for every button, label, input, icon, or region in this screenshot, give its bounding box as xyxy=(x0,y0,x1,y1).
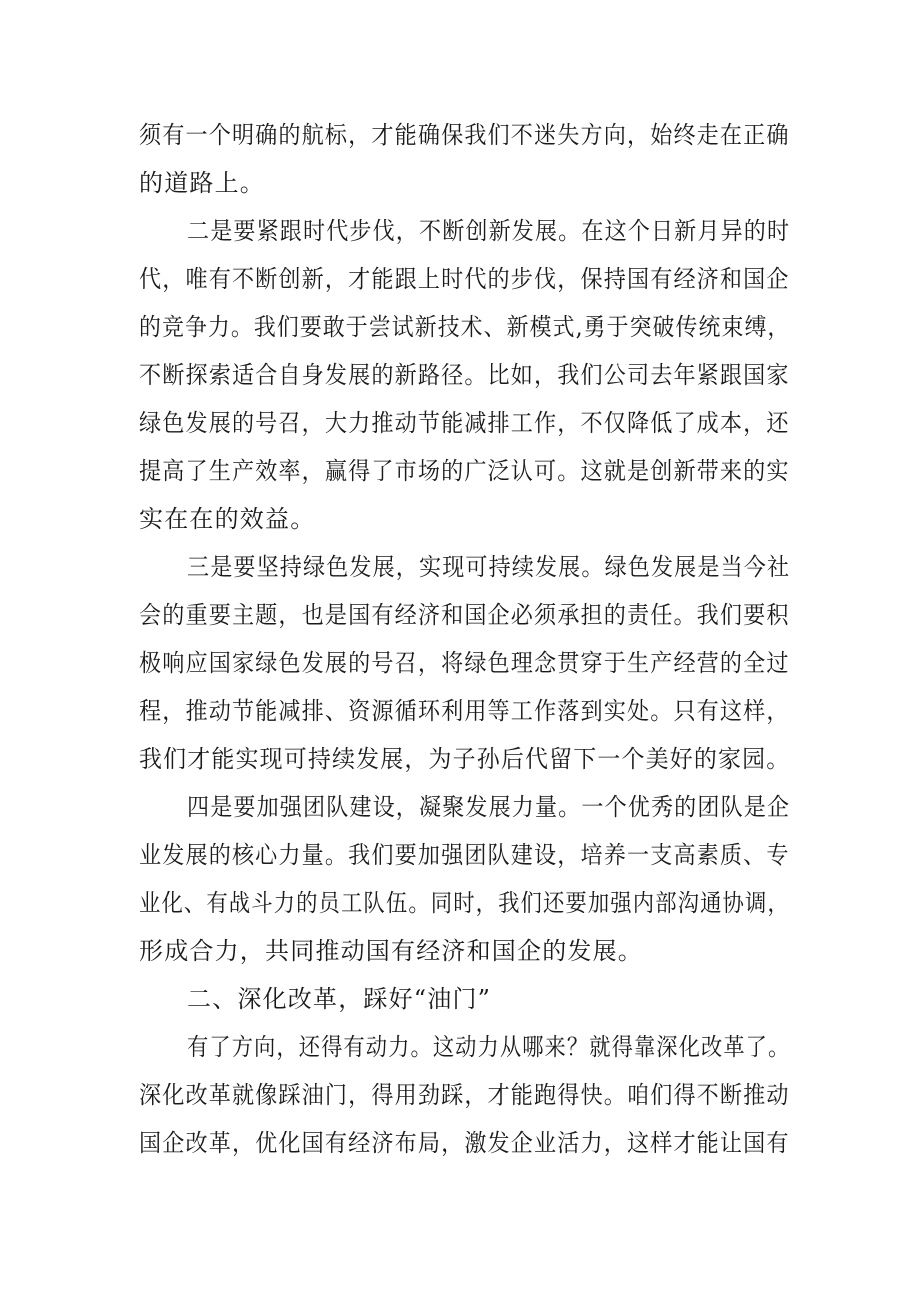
text-line: 的竞争力。我们要敢于尝试新技术、新模式,勇于突破传统束缚， xyxy=(139,313,791,341)
text-line: 绿色发展的号召，大力推动节能减排工作，不仅降低了成本，还 xyxy=(139,409,790,437)
text-line: 实在在的效益。 xyxy=(139,505,316,533)
text-line: 深化改革就像踩油门，得用劲踩，才能跑得快。咱们得不断推动 xyxy=(139,1081,790,1109)
paragraph-start: 二是要紧跟时代步伐，不断创新发展。在这个日新月异的时 xyxy=(187,217,791,245)
paragraph-start: 有了方向，还得有动力。这动力从哪来？就得靠深化改革了。 xyxy=(187,1033,791,1061)
text-line: 代，唯有不断创新，才能跟上时代的步伐，保持国有经济和国企 xyxy=(139,265,790,293)
text-line: 须有一个明确的航标，才能确保我们不迷失方向，始终走在正确 xyxy=(139,121,790,149)
section-heading: 二、深化改革，踩好“油门” xyxy=(187,985,492,1013)
paragraph-start: 四是要加强团队建设，凝聚发展力量。一个优秀的团队是企 xyxy=(187,793,791,821)
text-line: 会的重要主题，也是国有经济和国企必须承担的责任。我们要积 xyxy=(139,601,790,629)
text-line: 业发展的核心力量。我们要加强团队建设，培养一支高素质、专 xyxy=(139,841,790,869)
text-line: 我们才能实现可持续发展，为子孙后代留下一个美好的家园。 xyxy=(139,745,791,773)
paragraph-start: 三是要坚持绿色发展，实现可持续发展。绿色发展是当今社 xyxy=(187,553,791,581)
text-line: 程，推动节能减排、资源循环利用等工作落到实处。只有这样， xyxy=(139,697,790,725)
text-line: 形成合力，共同推动国有经济和国企的发展。 xyxy=(139,937,643,965)
text-line: 国企改革，优化国有经济布局，激发企业活力，这样才能让国有 xyxy=(139,1129,790,1157)
text-line: 极响应国家绿色发展的号召，将绿色理念贯穿于生产经营的全过 xyxy=(139,649,790,677)
text-line: 业化、有战斗力的员工队伍。同时，我们还要加强内部沟通协调， xyxy=(139,889,790,917)
text-line: 的道路上。 xyxy=(139,169,265,197)
text-line: 提高了生产效率，赢得了市场的广泛认可。这就是创新带来的实 xyxy=(139,457,790,485)
text-line: 不断探索适合自身发展的新路径。比如，我们公司去年紧跟国家 xyxy=(139,361,790,389)
